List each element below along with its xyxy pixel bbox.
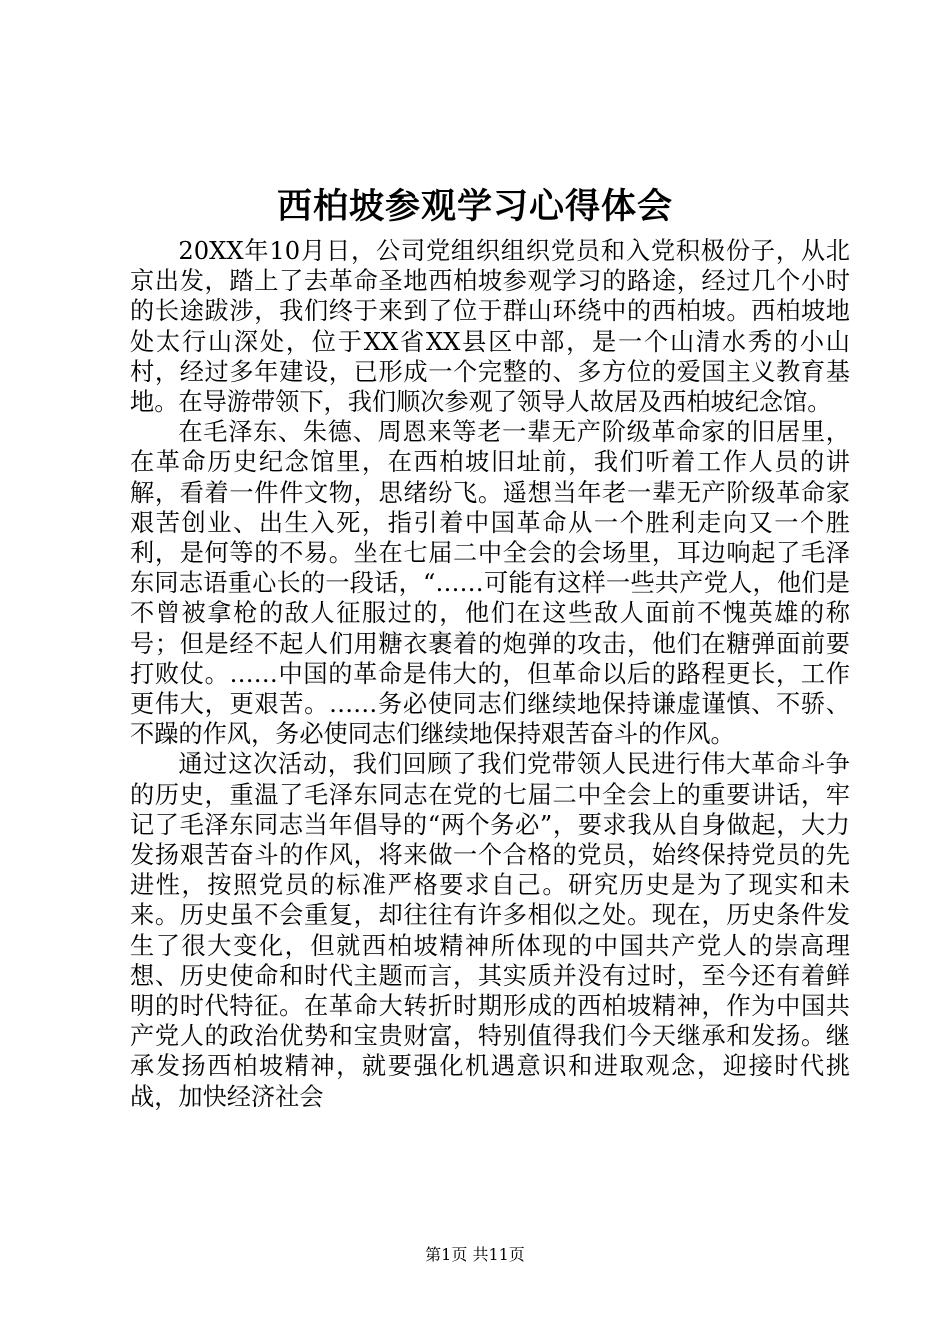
document-title: 西柏坡参观学习心得体会 xyxy=(276,186,673,227)
paragraph-1: 20XX年10月日，公司党组织组织党员和入党积极份子，从北京出发，踏上了去革命圣地西柏坡参观学习的路途，经过几个小时的长途跋涉，我们终于来到了位于群山环绕中的西柏坡。西柏坡地处太行山深处，位于XX省XX县区中部，是一个山清水秀的小山村，经过多年建设，已形成一个完整的、多方位的爱国主义教育基地。在导游带领下，我们顺次参观了领导人故居及西柏坡纪念馆。 xyxy=(130,237,850,417)
paragraph-2: 在毛泽东、朱德、周恩来等老一辈无产阶级革命家的旧居里，在革命历史纪念馆里，在西柏坡旧址前，我们听着工作人员的讲解，看着一件件文物，思绪纷飞。遥想当年老一辈无产阶级革命家艰苦创业、出生入死，指引着中国革命从一个胜利走向又一个胜利，是何等的不易。坐在七届二中全会的会场里，耳边响起了毛泽东同志语重心长的一段话，“……可能有这样一些共产党人，他们是不曾被拿枪的敌人征服过的，他们在这些敌人面前不愧英雄的称号；但是经不起人们用糖衣裹着的炮弹的攻击，他们在糖弹面前要打败仗。……中国的革命是伟大的，但革命以后的路程更长，工作更伟大，更艰苦。……务必使同志们继续地保持谦虚谨慎、不骄、不躁的作风，务必使同志们继续地保持艰苦奋斗的作风。 xyxy=(130,418,850,749)
page-footer: 第1页 共11页 xyxy=(425,1245,525,1264)
document-body xyxy=(130,236,850,1112)
paragraph-3: 通过这次活动，我们回顾了我们党带领人民进行伟大革命斗争的历史，重温了毛泽东同志在党的七届二中全会上的重要讲话，牢记了毛泽东同志当年倡导的“两个务必”，要求我从自身做起，大力发扬艰苦奋斗的作风，将来做一个合格的党员，始终保持党员的先进性，按照党员的标准严格要求自己。研究历史是为了现实和未来。历史虽不会重复，却往往有许多相似之处。现在，历史条件发生了很大变化，但就西柏坡精神所体现的中国共产党人的崇高理想、历史使命和时代主题而言，其实质并没有过时，至今还有着鲜明的时代特征。在革命大转折时期形成的西柏坡精神，作为中国共产党人的政治优势和宝贵财富，特别值得我们今天继承和发扬。继承发扬西柏坡精神，就要强化机遇意识和进取观念，迎接时代挑战，加快经济社会 xyxy=(130,750,850,1111)
